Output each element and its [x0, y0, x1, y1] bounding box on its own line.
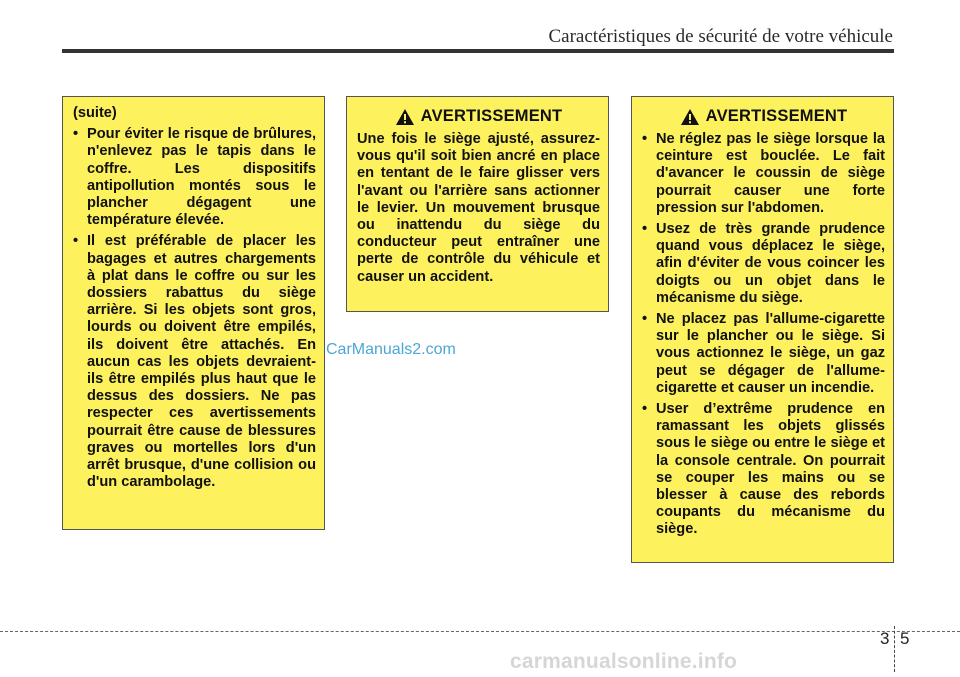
continued-label: (suite)	[73, 105, 117, 121]
continued-warning-box	[62, 96, 325, 530]
page-number-separator	[894, 626, 895, 672]
right-bullet-list	[642, 131, 885, 539]
warning-text: Une fois le siège ajusté, assurez-vous qu'il soit bien ancré en place en tentant de le faire glisser vers l'avant ou l'arrière sans actionner le levier. Un mouvement brusque ou inattendu du siège du conducteur peut entraîner une perte de contrôle du véhicule et causer un accident.	[357, 131, 600, 285]
warning-box-seat-safety	[631, 96, 894, 563]
header-divider	[62, 49, 894, 53]
left-bullet-list	[73, 126, 316, 491]
footer-divider	[0, 631, 960, 632]
site-watermark: carmanualsonline.info	[510, 650, 738, 673]
list-item: • User d’extrême prudence en ramassant les objets glissés sous le siège ou entre le siège et la console centrale. On pourrait se couper les mains ou se blesser à cause des rebords coupants du mécanisme du siège.	[642, 401, 885, 539]
warning-heading	[642, 108, 885, 126]
list-item: • Usez de très grande prudence quand vous déplacez le siège, afin d'éviter de vous coincer les doigts ou un objet dans le mécanisme du siège.	[642, 221, 885, 307]
chapter-number: 3	[880, 629, 890, 648]
list-item: • Ne placez pas l'allume-cigarette sur le plancher ou le siège. Si vous actionnez le siège, un gaz peut se dégager de l'allume-cigarette et causer un incendie.	[642, 311, 885, 397]
warning-heading-text: AVERTISSEMENT	[420, 107, 563, 126]
warning-heading-text: AVERTISSEMENT	[705, 107, 848, 126]
warning-box-seat-adjust	[346, 96, 609, 312]
list-item: • Il est préférable de placer les bagages et autres chargements à plat dans le coffre ou sur les dossiers rabattus du siège arrière. Si les objets sont gros, lourds ou doivent être empilés, ils doivent être attachés. En aucun cas les objets devraient-ils être empilés plus haut que le dessus des dossiers. Ne pas respecter ces avertissements pourrait être cause de blessures graves ou mortelles lors d'un arrêt brusque, d'une collision ou d'un carambolage.	[73, 233, 316, 491]
warning-triangle-icon	[395, 108, 415, 126]
list-item: • Ne réglez pas le siège lorsque la ceinture est bouclée. Le fait d'avancer le coussin de siège pourrait causer une forte pression sur l'abdomen.	[642, 131, 885, 217]
section-title: Caractéristiques de sécurité de votre véhicule	[548, 26, 893, 47]
page-number: 5	[900, 629, 910, 648]
warning-triangle-icon	[680, 108, 700, 126]
warning-heading	[357, 108, 600, 126]
carmanuals-watermark: CarManuals2.com	[326, 341, 456, 358]
list-item: • Pour éviter le risque de brûlures, n'enlevez pas le tapis dans le coffre. Les dispositifs antipollution montés sous le plancher dégagent une température élevée.	[73, 126, 316, 229]
